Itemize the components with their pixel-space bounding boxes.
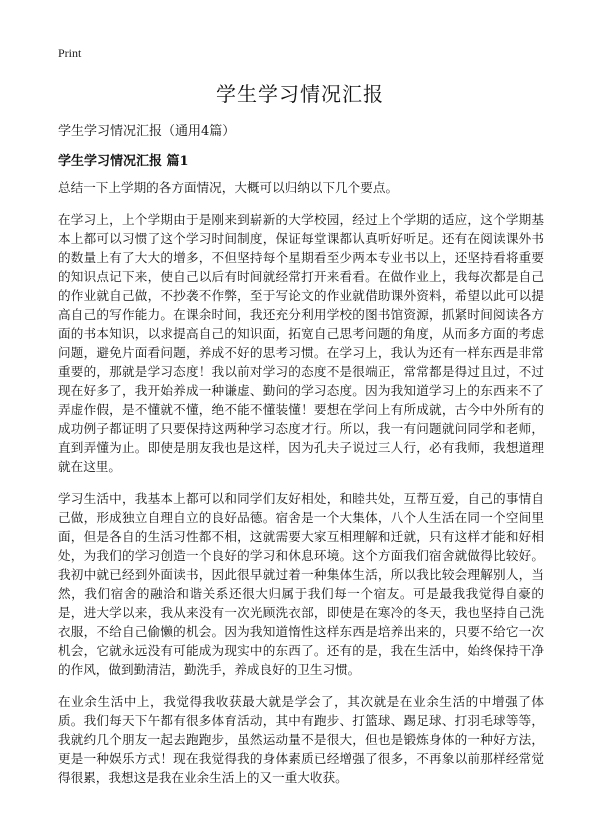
paragraph-intro: 总结一下上学期的各方面情况，大概可以归纳以下几个要点。 [58,180,399,195]
paragraph-study: 在学习上，上个学期由于是刚来到崭新的大学校园，经过上个学期的适应，这个学期基本上都可以习惯了这个学习时间制度，保证每堂课都认真听好听足。还有在阅读课外书的数量上有了大大的增多，不但坚持每个星期看至少两本专业书以上，还坚持看将重要的知识点记下来，使自己以后有时间就经常打开来看看。在做作业上，我每次都是自己的作业就自己做，不抄袭不作弊，至于写论文的作业就借助课外资料，希望以此可以提高自己的写作能力。在课余时间，我还充分利用学校的图书馆资源，抓紧时间阅读各方面的书本知识，以求提高自己的知识面，拓宽自己思考问题的角度，从而多方面的考虑问题，避免片面看问题，养成不好的思考习惯。在学习上，我认为还有一样东西是非常重要的，那就是学习态度！我以前对学习的态度不是很端正，常常都是得过且过，不过现在好多了，我开始养成一种谦虚、勤问的学习态度。因为我知道学习上的东西来不了弄虚作假，是不懂就不懂，绝不能不懂装懂！要想在学问上有所成就，古今中外所有的成功例子都证明了只要保持这两种学习态度才行。所以，我一有问题就问同学和老师，直到弄懂为止。即使是朋友我也是这样，因为孔夫子说过三人行，必有我师，我想道理就在这里。 [58,212,544,474]
section-heading: 学生学习情况汇报 篇1 [58,154,189,169]
paragraph-life: 学习生活中，我基本上都可以和同学们友好相处，和睦共处，互帮互爱，自己的事情自己做，形成独立自理自立的良好品德。宿舍是一个大集体，八个人生活在同一个空间里面，但是各自的生活习性都不相，这就需要大家互相理解和迁就，只有这样才能和好相处，为我们的学习创造一个良好的学习和休息环境。这个方面我们宿舍就做得比较好。我初中就已经到外面读书，因此很早就过着一种集体生活，所以我比较会理解别人，当然，我们宿舍的融洽和谐关系还很大归属于我们每一个宿友。可是最我我觉得自豪的是，进大学以来，我从来没有一次光顾洗衣部，即使是在寒冷的冬天，我也坚持自己洗衣服，不给自己偷懒的机会。因为我知道惰性这样东西是培养出来的，只要不给它一次机会，它就永远没有可能成为现实中的东西了。还有的是，我在生活中，始终保持干净的作风，做到勤清洁，勤洗手，养成良好的卫生习惯。 [58,491,544,677]
print-link[interactable]: Print [58,46,82,60]
document-subtitle: 学生学习情况汇报（通用4篇） [58,124,236,139]
document-title: 学生学习情况汇报 [216,82,384,106]
document-body [58,178,544,800]
paragraph-leisure: 在业余生活中上，我觉得我收获最大就是学会了，其次就是在业余生活的中增强了体质。我们每天下午都有很多体育活动，其中有跑步、打篮球、踢足球、打羽毛球等等，我就约几个朋友一起去跑跑步，虽然运动量不是很大，但也是锻炼身体的一种好方法，更是一种娱乐方式！现在我觉得我的身体素质已经增强了很多，不再象以前那样经常觉得很累，我想这是我在业余生活上的又一重大收获。 [58,694,544,785]
